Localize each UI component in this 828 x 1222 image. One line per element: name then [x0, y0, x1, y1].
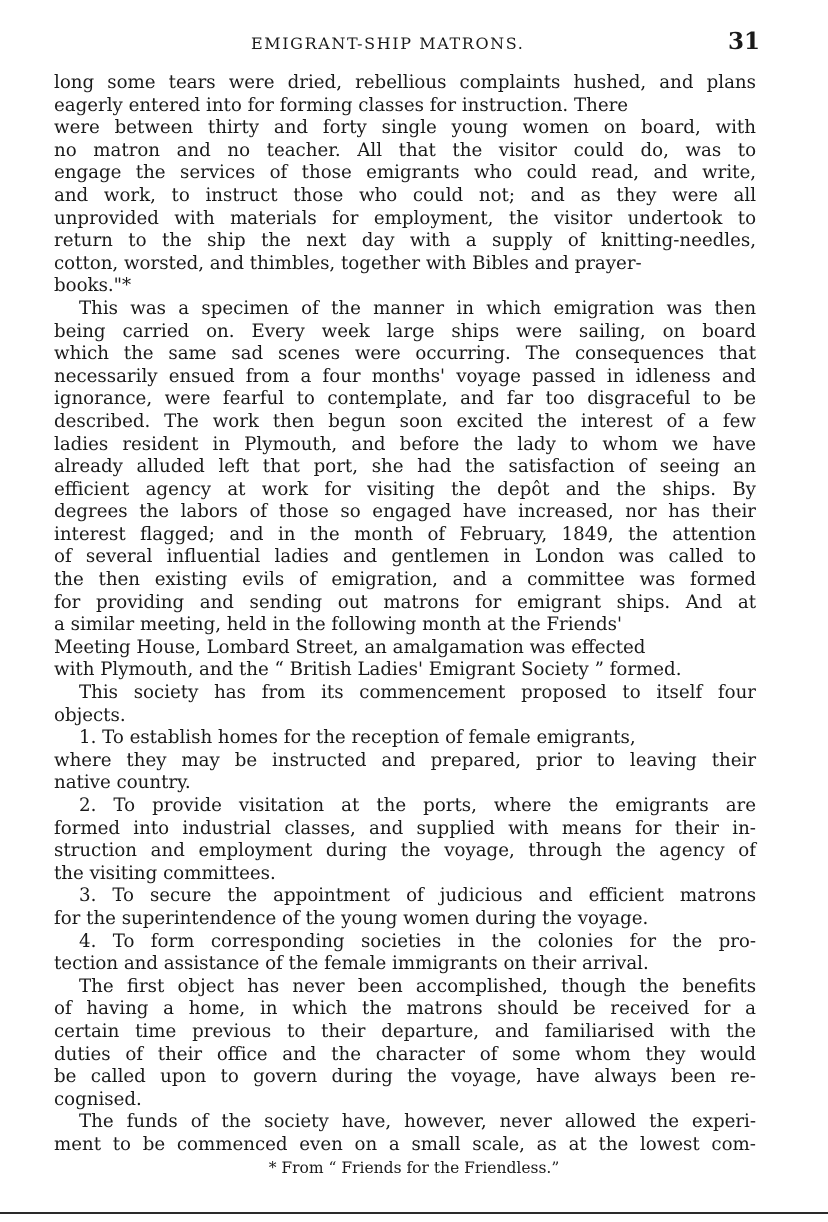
text-line: tection and assistance of the female immigrants on their arrival.	[54, 953, 649, 975]
running-title: EMIGRANT-SHIP MATRONS.	[251, 34, 525, 53]
text-line: 1. To establish homes for the reception of female emigrants,	[79, 727, 636, 749]
text-line: described. The work then begun soon excited the interest of a few	[54, 410, 756, 432]
text-line: ladies resident in Plymouth, and before the lady to whom we have	[54, 433, 757, 455]
text-line: necessarily ensued from a four months' voyage passed in idleness and	[54, 365, 757, 387]
text-line: books."*	[54, 275, 132, 297]
text-line: were between thirty and forty single young women on board, with	[54, 117, 756, 139]
text-line: The funds of the society have, however, never allowed the experi-	[79, 1111, 757, 1133]
text-line: of having a home, in which the matrons should be received for a	[54, 998, 756, 1020]
text-line: engage the services of those emigrants who could read, and write,	[54, 162, 757, 184]
text-line: 3. To secure the appointment of judicious and efficient matrons	[79, 885, 757, 907]
text-line: unprovided with materials for employment, the visitor undertook to	[54, 207, 757, 229]
text-line: duties of their office and the character of some whom they would	[54, 1043, 756, 1065]
text-line: certain time previous to their departure, and familiarised with the	[54, 1020, 757, 1042]
text-line: efficient agency at work for visiting the depôt and the ships. By	[54, 478, 756, 500]
text-line: the then existing evils of emigration, and a committee was formed	[54, 569, 757, 591]
text-line: being carried on. Every week large ships were sailing, on board	[54, 320, 756, 342]
text-line: ignorance, were fearful to contemplate, and far too disgraceful to be	[54, 388, 757, 410]
text-line: The first object has never been accomplished, though the benefits	[79, 975, 757, 997]
text-line: degrees the labors of those so engaged have increased, nor has their	[54, 501, 757, 523]
text-line: 4. To form corresponding societies in the colonies for the pro-	[79, 930, 757, 952]
running-header	[0, 30, 828, 56]
body-text	[54, 72, 756, 1157]
page-number: 31	[728, 28, 761, 55]
text-line: This was a specimen of the manner in which emigration was then	[79, 297, 757, 319]
text-line: objects.	[54, 704, 126, 726]
text-line: of several influential ladies and gentlemen in London was called to	[54, 546, 757, 568]
text-line: and work, to instruct those who could not; and as they were all	[54, 184, 757, 206]
text-line: This society has from its commencement proposed to itself four	[79, 682, 757, 704]
text-line: interest flagged; and in the month of February, 1849, the attention	[54, 523, 757, 545]
text-line: long some tears were dried, rebellious complaints hushed, and plans	[54, 72, 756, 93]
text-line: Meeting House, Lombard Street, an amalgamation was effected	[54, 636, 646, 658]
text-line: where they may be instructed and prepared, prior to leaving their	[54, 749, 757, 771]
text-line: no matron and no teacher. All that the visitor could do, was to	[54, 139, 757, 161]
text-line: with Plymouth, and the “ British Ladies' Emigrant Society ” formed.	[54, 659, 682, 681]
text-line: native country.	[54, 772, 191, 794]
text-line: cognised.	[54, 1088, 142, 1110]
text-line: the visiting committees.	[54, 862, 276, 884]
text-line: a similar meeting, held in the following month at the Friends'	[54, 614, 622, 636]
text-line: ment to be commenced even on a small scale, as at the lowest com-	[54, 1133, 756, 1155]
text-line: be called upon to govern during the voyage, have always been re-	[54, 1066, 756, 1088]
footnote	[0, 1159, 828, 1177]
text-line: for providing and sending out matrons for emigrant ships. And at	[54, 591, 757, 613]
text-line: for the superintendence of the young women during the voyage.	[54, 907, 649, 929]
text-line: eagerly entered into for forming classes for instruction. There	[54, 94, 629, 116]
page-bottom-edge	[0, 1212, 828, 1214]
text-line: formed into industrial classes, and supplied with means for their in-	[54, 817, 756, 839]
text-line: struction and employment during the voyage, through the agency of	[54, 840, 756, 862]
text-line: already alluded left that port, she had the satisfaction of seeing an	[54, 456, 757, 478]
text-line: return to the ship the next day with a supply of knitting-needles,	[54, 230, 756, 252]
text-line: 2. To provide visitation at the ports, where the emigrants are	[79, 795, 756, 816]
text-line: cotton, worsted, and thimbles, together with Bibles and prayer-	[54, 252, 642, 274]
text-line: which the same sad scenes were occurring. The consequences that	[54, 343, 757, 365]
footnote-text: * From “ Friends for the Friendless.”	[268, 1159, 560, 1177]
